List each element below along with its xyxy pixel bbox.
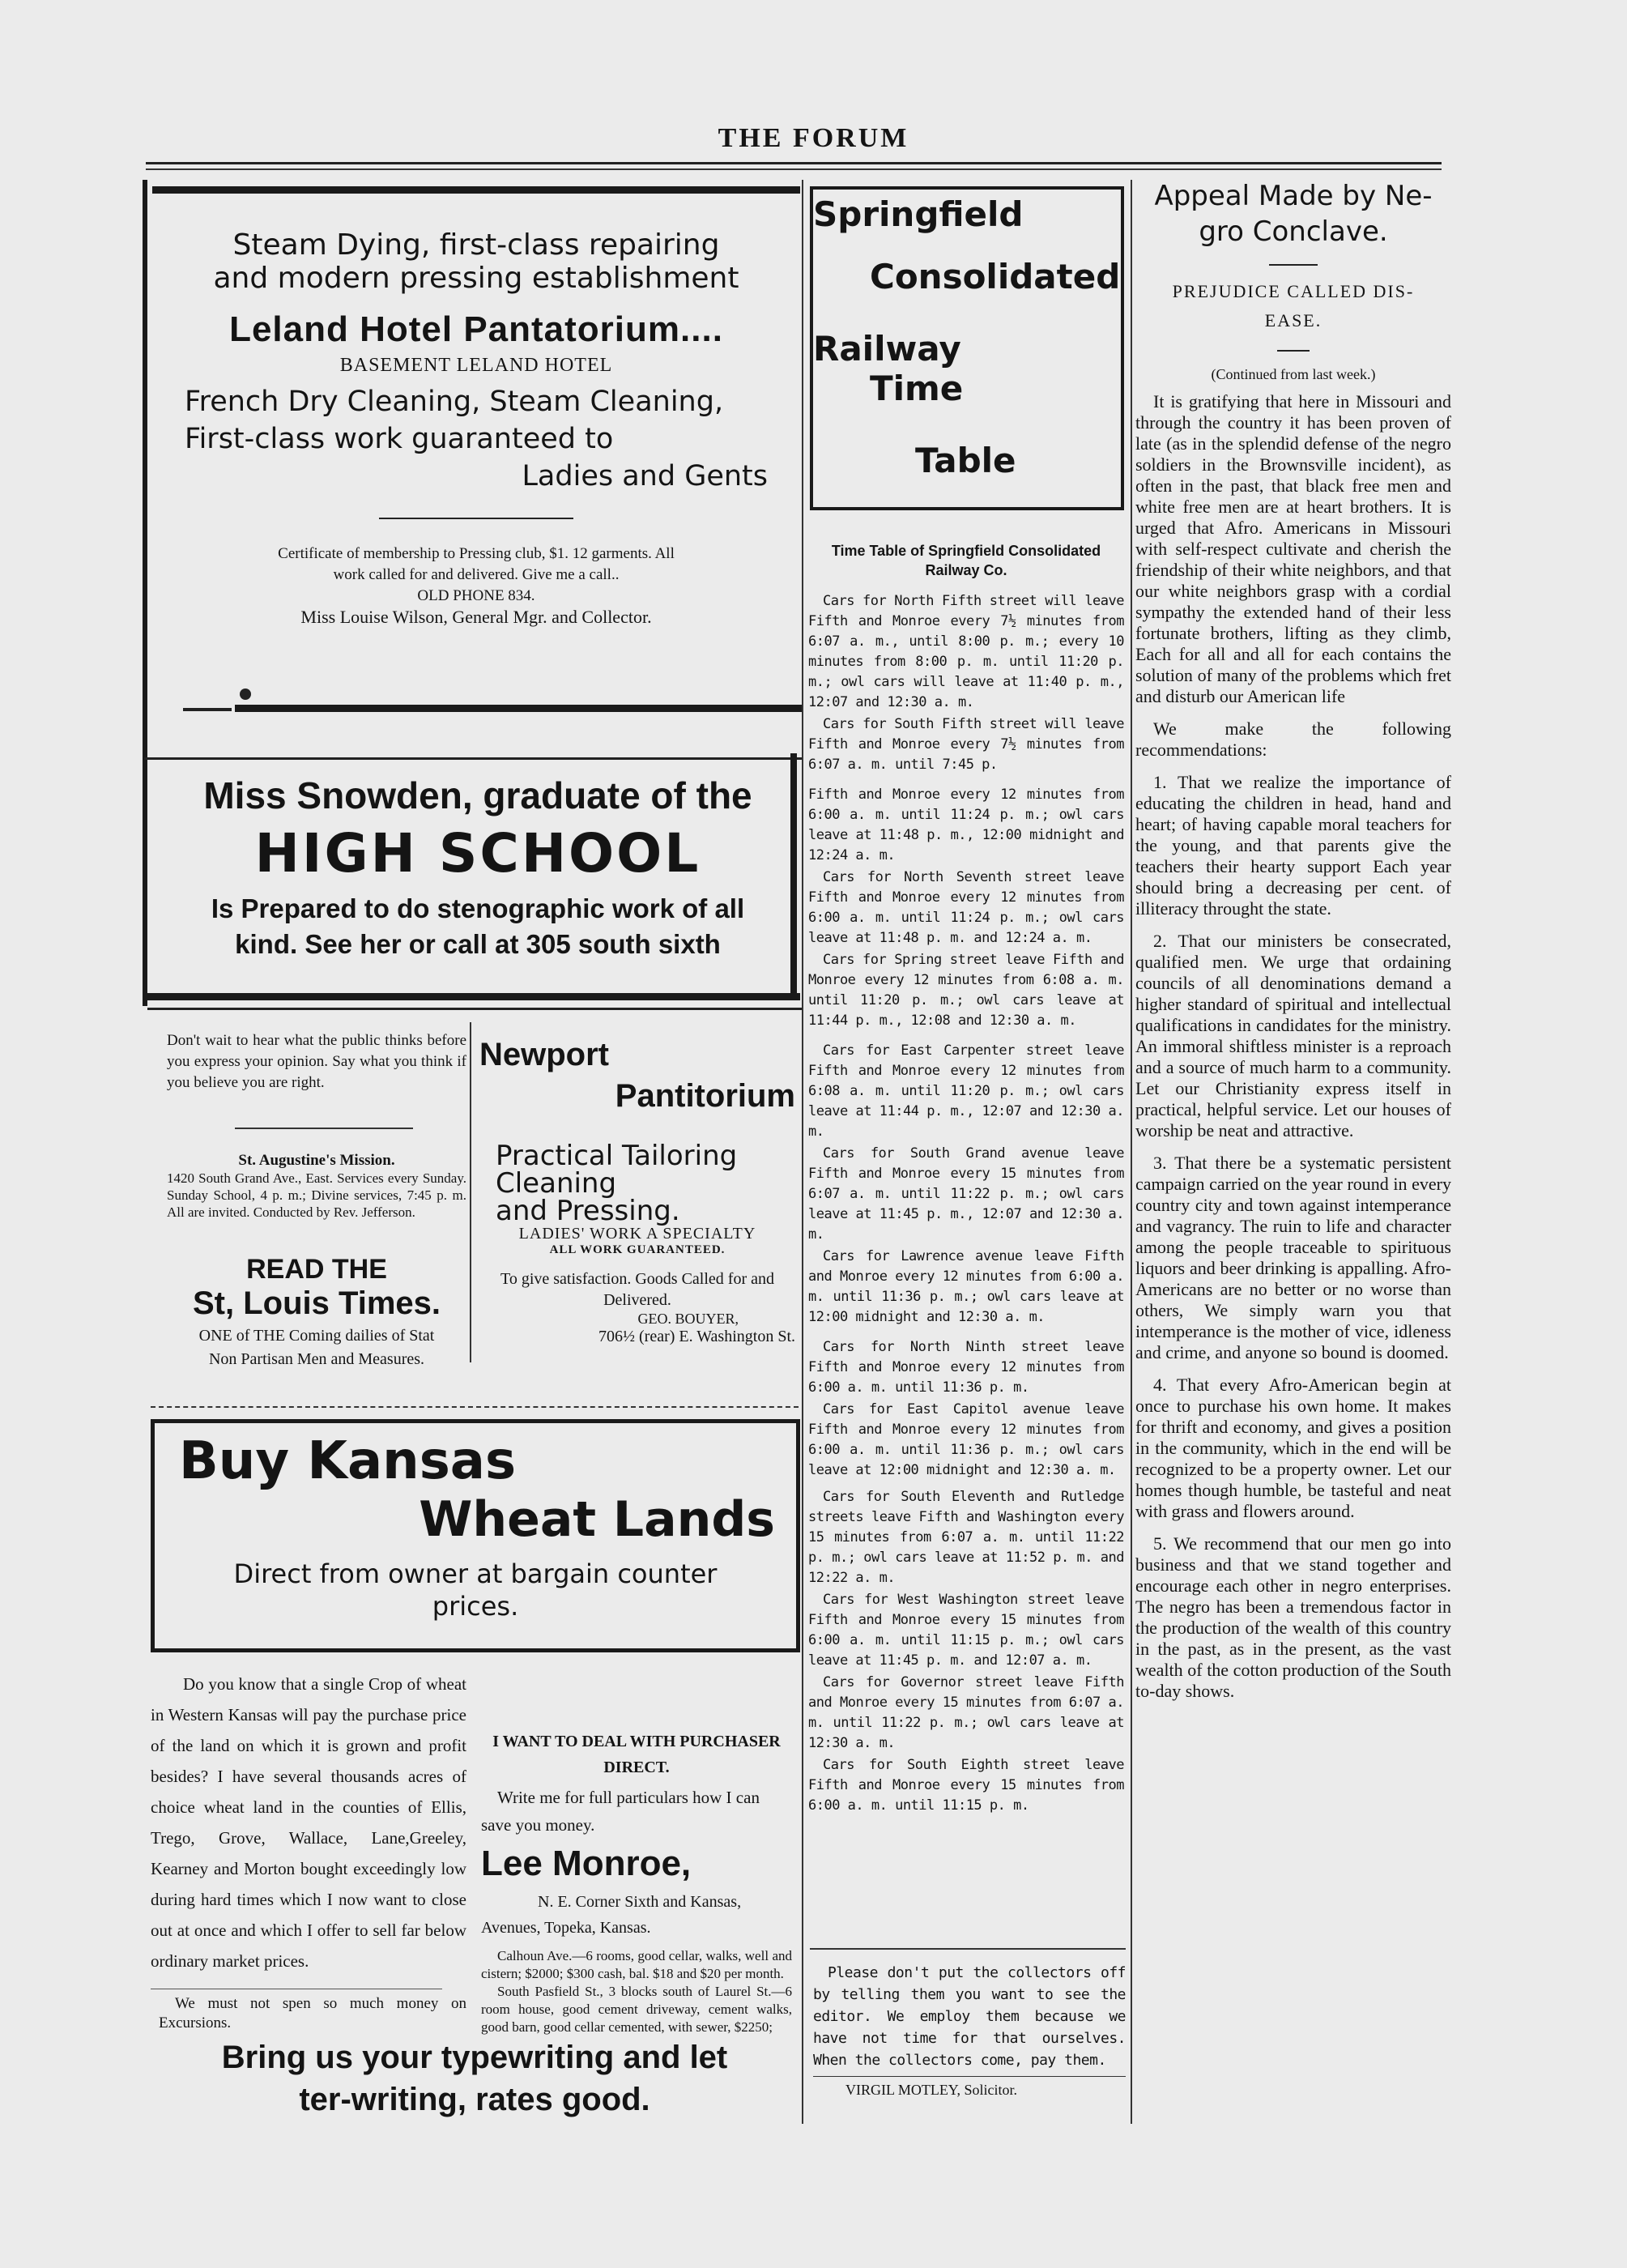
- appeal-title2: gro Conclave.: [1199, 215, 1388, 248]
- timetable-governor: Cars for Governor street leave Fifth and Monroe every 15 minutes from 6:07 a. m. until 11:22 p. m.; owl cars leave at 12:30 a. m.: [808, 1674, 1124, 1751]
- timetable-north-ninth: Cars for North Ninth street leave Fifth and Monroe every 12 minutes from 6:00 a. m. until 11:36 p. m.: [808, 1339, 1124, 1396]
- kansas-line2: Wheat Lands: [419, 1491, 775, 1548]
- timetable-head: Time Table of Springfield Consolidated Railway Co.: [831, 543, 1101, 578]
- pantatorium-title: Leland Hotel Pantatorium....: [229, 309, 723, 349]
- springfield-box4: Table: [915, 441, 1016, 480]
- timetable-spring: Cars for Spring street leave Fifth and Monroe every 12 minutes from 6:08 a. m. until 11:20 p. m.; owl cars leave at 11:44 p. m., 12:08 and 12:30 a. m.: [808, 952, 1124, 1029]
- newport-address: 706½ (rear) E. Washington St.: [598, 1328, 795, 1345]
- appeal-prejudice1: PREJUDICE CALLED DIS-: [1172, 281, 1415, 301]
- divider: [235, 1128, 413, 1129]
- snowden-line2: HIGH SCHOOL: [254, 822, 701, 885]
- timetable-east-carpenter: Cars for East Carpenter street leave Fifth and Monroe every 12 minutes from 6:08 a. m. until 11:20 p. m.; owl cars leave at 11:44 p. m., 12:07 and 12:30 a. m.: [808, 1042, 1124, 1140]
- ad-top-bar: [152, 186, 800, 194]
- divider: [1277, 350, 1310, 352]
- appeal-p3: 1. That we realize the importance of educating the children in head, hand and heart; of having capable moral teachers for the young, and that parents give the teachers their hearty support Each year should bring a decreasing per cent. of illiteracy throught the state.: [1135, 772, 1451, 919]
- timetable-east-capitol: Cars for East Capitol avenue leave Fifth and Monroe every 12 minutes from 6:00 a. m. until 11:36 p. m.; owl cars leave at 12:00 midnight and 12:30 a. m.: [808, 1401, 1124, 1478]
- masthead: THE FORUM: [718, 123, 909, 153]
- newport-owner: GEO. BOUYER,: [637, 1311, 739, 1327]
- timetable-south-eleventh: Cars for South Eleventh and Rutledge streets leave Fifth and Washington every 15 minutes from 6:07 a. m. until 11:22 p. m.; owl cars leave at 11:52 p. m. and 12:22 a. m.: [808, 1489, 1124, 1586]
- timetable-body: [808, 591, 1124, 1816]
- appeal-body: [1135, 391, 1451, 1702]
- appeal-prejudice2: EASE.: [1264, 310, 1322, 330]
- appeal-continued: (Continued from last week.): [1211, 366, 1376, 382]
- timetable-north-fifth: Cars for North Fifth street will leave Fifth and Monroe every 7½ minutes from 6:07 a. m., until 8:00 p. m.; every 10 minutes from 8:00 p. m. until 11:20 p. m.; owl cars will leave at 11:40 p. m., 12:07 and 12:30 a. m.: [808, 593, 1124, 710]
- appeal-p5: 3. That there be a systematic persistent campaign carried on the year round in every country city and town against intemperance and vagrancy. The ruin to life and character among the people traceable to spirituous liquors and beer drinking is appalling. Afro-Americans are no better or no worse than others, We simply warn you that intemperance is the mother of vice, idleness and crime, and anyone so bound is doomed.: [1135, 1153, 1451, 1362]
- section-rule: [147, 1008, 802, 1010]
- column-rule: [470, 1022, 471, 1362]
- pantatorium-cert2: work called for and delivered. Give me a call..: [333, 566, 620, 583]
- newport-title1: Newport: [479, 1037, 609, 1072]
- lee-monroe: Lee Monroe,: [481, 1844, 692, 1883]
- mission-body: 1420 South Grand Ave., East. Services every Sunday. Sunday School, 4 p. m.; Divine services, 7:45 p. m. All are invited. Conducted by Rev. Jefferson.: [167, 1170, 466, 1220]
- newport-body: To give satisfaction. Goods Called for and Delivered.: [500, 1270, 774, 1309]
- springfield-box1: Springfield: [813, 194, 1024, 234]
- pantatorium-body2: First-class work guaranteed to: [185, 423, 614, 455]
- newport-title2: Pantitorium: [615, 1078, 795, 1114]
- mission-title: St. Augustine's Mission.: [238, 1152, 395, 1169]
- snowden-bottom-bar: [147, 993, 800, 1000]
- lee-address: N. E. Corner Sixth and Kansas, Avenues, Topeka, Kansas.: [481, 1893, 742, 1937]
- appeal-article: [1135, 178, 1451, 1713]
- collectors-notice: [813, 1962, 1126, 2099]
- kansas-col1: [151, 1669, 466, 1976]
- newport-sub3: and Pressing.: [496, 1195, 680, 1227]
- times-name: St, Louis Times.: [193, 1285, 441, 1321]
- appeal-p6: 4. That every Afro-American begin at once to purchase his own home. It makes for thrift and economy, and gives a position in the community, which in the end will be recognized to be a property owner. Let our homes though humble, be tasteful and neat with grass and flowers around.: [1135, 1375, 1451, 1521]
- pantatorium-ad: [152, 228, 800, 628]
- listing-pasfield: South Pasfield St., 3 blocks south of Laurel St.—6 room house, good cement driveway, cement walks, good barn, good cellar cemented, with sewer, $2250;: [481, 1984, 792, 2035]
- kansas-col2-write: Write me for full particulars how I can save you money.: [481, 1788, 760, 1835]
- timetable-lawrence: Cars for Lawrence avenue leave Fifth and Monroe every 12 minutes from 6:00 a. m. until 11:36 p. m.; owl cars leave at 12:00 midnight and 12:30 a. m.: [808, 1248, 1124, 1325]
- newport-specialty: LADIES' WORK A SPECIALTY: [518, 1225, 756, 1243]
- kansas-line4: prices.: [432, 1591, 519, 1622]
- newport-sub2: Cleaning: [496, 1167, 617, 1200]
- ad-separator: [144, 757, 802, 760]
- appeal-p1: It is gratifying that here in Missouri and through the country it has been proven of late (as in the splendid defense of the negro soldiers in the Brownsville incident), as often in the past, that black free men and white free men are at heart brothers. It is urged that Afro. Americans in Missouri with self-respect cultivate and cherish the friendship of their white neighbors, and that our white neighbors grasp with a cordial sympathy the extended hand of their less fortunate brothers, lifting as they climb, Each for all and all for each contains the solution of many of the problems which fret and disturb our American life: [1135, 391, 1451, 706]
- timetable-north-seventh: Cars for North Seventh street leave Fifth and Monroe every 12 minutes from 6:00 a. m. until 11:24 p. m.; owl cars leave at 11:48 p. m. and 12:24 a. m.: [808, 869, 1124, 946]
- snowden-ad: [151, 774, 805, 962]
- ornament-dash: [183, 708, 232, 711]
- times-ad: [167, 1254, 466, 1369]
- divider: [810, 1948, 1126, 1950]
- snowden-line3: Is Prepared to do stenographic work of all: [211, 893, 745, 923]
- springfield-box2: Consolidated: [870, 257, 1121, 296]
- masthead-rule: [146, 162, 1442, 164]
- appeal-p7: 5. We recommend that our men go into business and that we stand together and encourage each other in negro enterprises. The negro has been a tremendous factor in the production of the wealth of this country in the past, as in the present, as the vast wealth of the cotton production of the South to-day shows.: [1135, 1533, 1451, 1701]
- pantatorium-line2: and modern pressing establishment: [213, 262, 739, 295]
- newport-sub1: Practical Tailoring: [496, 1140, 738, 1172]
- ad-bottom-bar: [235, 705, 802, 712]
- timetable-south-grand: Cars for South Grand avenue leave Fifth and Monroe every 15 minutes from 6:07 a. m. until 11:22 p. m.; owl cars leave at 11:45 p. m., 12:07 and 12:30 a. m.: [808, 1145, 1124, 1243]
- mission-notice: [167, 1152, 466, 1221]
- snowden-line1: Miss Snowden, graduate of the: [203, 774, 752, 816]
- snowden-line4: kind. See her or call at 305 south sixth: [235, 929, 721, 959]
- timetable-fifth-monroe: Fifth and Monroe every 12 minutes from 6:00 a. m. until 11:24 p. m.; owl cars leave at 11:48 p. m., 12:00 midnight and 12:24 a. m.: [808, 787, 1124, 863]
- appeal-title1: Appeal Made by Ne-: [1154, 180, 1433, 212]
- springfield-box3b: Time: [870, 369, 964, 408]
- pantatorium-body1: French Dry Cleaning, Steam Cleaning,: [185, 386, 724, 418]
- timetable-west-washington: Cars for West Washington street leave Fifth and Monroe every 15 minutes from 6:00 a. m. until 11:15 p. m.; owl cars leave at 11:45 p. m. and 12:07 a. m.: [808, 1592, 1124, 1669]
- kansas-col1-body: Do you know that a single Crop of wheat in Western Kansas will pay the purchase price of the land on which it is grown and profit besides? I have several thousands acres of choice wheat land in the counties of Ellis, Trego, Grove, Wallace, Lane,Greeley, Kearney and Morton bought exceedingly low during hard times which I now want to close out at once and which I offer to sell far below ordinary market prices.: [151, 1674, 466, 1971]
- pantatorium-line1: Steam Dying, first-class repairing: [232, 228, 720, 262]
- listing-calhoun: Calhoun Ave.—6 rooms, good cellar, walks, well and cistern; $2000; $300 cash, bal. $18 and $20 per month.: [481, 1948, 792, 1981]
- masthead-rule-thin: [146, 168, 1442, 170]
- newport-guarantee: ALL WORK GUARANTEED.: [549, 1243, 726, 1256]
- divider: [813, 2076, 1126, 2077]
- typewriting-line1: Bring us your typewriting and let: [221, 2040, 728, 2075]
- appeal-p2: We make the following recommendations:: [1135, 718, 1451, 760]
- times-read: READ THE: [246, 1254, 387, 1285]
- typewriting-line2: ter-writing, rates good.: [299, 2082, 650, 2117]
- pantatorium-cert1: Certificate of membership to Pressing club, $1. 12 garments. All: [278, 545, 675, 562]
- springfield-box3: [813, 329, 1121, 408]
- kansas-line1: Buy Kansas: [179, 1431, 517, 1491]
- appeal-p4: 2. That our ministers be consecrated, qualified men. We urge that ordaining councils of all denominations demand a higher standard of spiritual and intellectual qualifications in candidates for the ministry. An immoral shiftless minister is a reproach and a source of much harm to a community. Let our Christianity express itself in practical, helpful service. Let our houses of worship be neat and attractive.: [1135, 931, 1451, 1140]
- timetable: [808, 541, 1124, 1818]
- section-rule: [151, 1406, 799, 1411]
- timetable-south-fifth: Cars for South Fifth street will leave Fifth and Monroe every 7½ minutes from 6:07 a. m. until 7:45 p.: [808, 716, 1124, 773]
- pantatorium-manager: Miss Louise Wilson, General Mgr. and Collector.: [300, 607, 652, 627]
- kansas-ad: [151, 1419, 800, 1652]
- kansas-col2-head: I WANT TO DEAL WITH PURCHASER DIRECT.: [492, 1733, 781, 1776]
- kansas-col2: [481, 1729, 792, 2036]
- kansas-tail: We must not spen so much money on Excursions.: [159, 1995, 466, 2031]
- public-notice: Don't wait to hear what the public thinks before you express your opinion. Say what you think if you believe you are right.: [167, 1032, 466, 1091]
- column-rule: [802, 180, 803, 2124]
- ad-frame-right: [790, 753, 797, 1000]
- springfield-box: [810, 186, 1124, 510]
- times-sub2: Non Partisan Men and Measures.: [208, 1350, 425, 1368]
- collectors-body: Please don't put the collectors off by telling them you want to see the editor. We employ them because we have not time for that ourselves. When the collectors come, pay them.: [813, 1964, 1126, 2069]
- pantatorium-body3: Ladies and Gents: [522, 460, 768, 492]
- ornament-dot: [240, 688, 251, 700]
- pantatorium-subtitle: BASEMENT LELAND HOTEL: [339, 355, 613, 376]
- times-sub1: ONE of THE Coming dailies of Stat: [198, 1327, 435, 1345]
- springfield-box3a: Railway: [813, 329, 961, 369]
- column-rule: [1131, 180, 1132, 2124]
- timetable-south-eighth: Cars for South Eighth street leave Fifth and Monroe every 15 minutes from 6:00 a. m. until 11:15 p. m.: [808, 1757, 1124, 1814]
- pantatorium-phone: OLD PHONE 834.: [417, 587, 535, 604]
- collectors-sign: VIRGIL MOTLEY, Solicitor.: [845, 2082, 1017, 2098]
- typewriting-ad: [151, 2036, 799, 2121]
- divider: [379, 518, 573, 519]
- divider: [1269, 264, 1318, 266]
- newport-ad: [479, 1037, 795, 1346]
- ad-frame-left: [143, 180, 147, 1006]
- kansas-line3: Direct from owner at bargain counter: [233, 1558, 718, 1589]
